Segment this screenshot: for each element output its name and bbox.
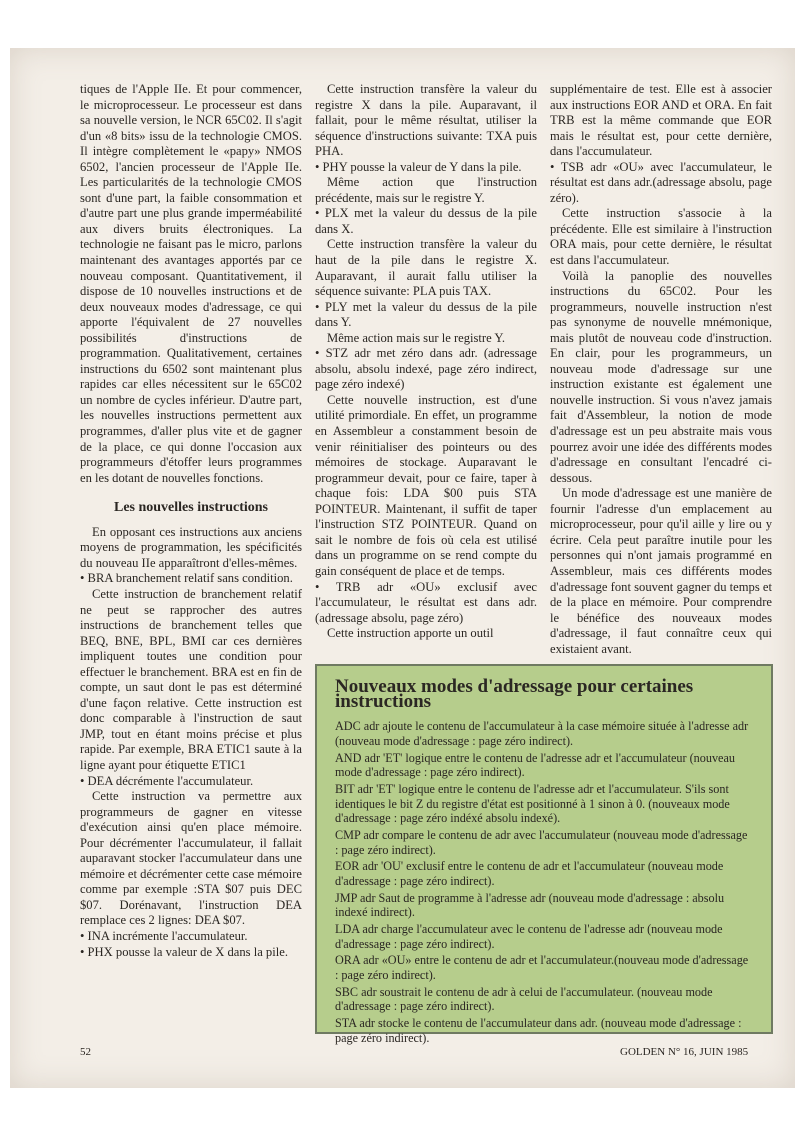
sidebar-entry: EOR adr 'OU' exclusif entre le contenu de adr et l'accumulateur (nouveau mode d'adressage : page zéro indirect). xyxy=(335,859,724,888)
text-column-3 xyxy=(550,82,772,657)
sidebar-entry: JMP adr Saut de programme à l'adresse adr (nouveau mode d'adressage : absolu indexé indirect). xyxy=(335,890,725,920)
text-column-1 xyxy=(80,82,302,960)
paragraph: Cette instruction va permettre aux programmeurs de gagner en vitesse d'exécution ainsi qu'en place mémoire. Pour décrémenter l'accumulateur, il fallait auparavant stocker l'accumulateur dans une mémoire et décrémenter cette case mémoire comme par exemple :STA $07 puis DEC $07. Dorénavant, l'instruction DEA remplace ces 2 lignes: DEA $07. xyxy=(80,789,303,928)
bullet-item: • TSB adr «OU» avec l'accumulateur, le résultat est dans adr.(adressage absolu, page zéro). xyxy=(550,159,772,205)
bullet-item: • INA incrémente l'accumulateur. xyxy=(80,928,248,943)
bullet-item: • PHY pousse la valeur de Y dans la pile. xyxy=(315,159,522,174)
bullet-item: • BRA branchement relatif sans condition. xyxy=(80,571,293,586)
sidebar-entry: LDA adr charge l'accumulateur avec le contenu de l'adresse adr (nouveau mode d'adressage : page zéro indirect). xyxy=(335,922,723,951)
bullet-item: • PHX pousse la valeur de X dans la pile. xyxy=(80,944,288,959)
addressing-modes-sidebar xyxy=(315,664,773,1045)
bullet-item: • STZ adr met zéro dans adr. (adressage absolu, absolu indexé, page zéro indirect, page zéro indexé) xyxy=(315,346,537,392)
text-column-2 xyxy=(315,82,537,642)
paragraph: Même action que l'instruction précédente, mais sur le registre Y. xyxy=(315,175,537,205)
bullet-item: • PLY met la valeur du dessus de la pile dans Y. xyxy=(315,299,537,330)
paragraph: Cette instruction s'associe à la précédente. Elle est similaire à l'instruction ORA mais, pour cette dernière, le résultat est dans l'accumulateur. xyxy=(550,206,772,268)
bullet-item: • PLX met la valeur du dessus de la pile dans X. xyxy=(315,206,537,236)
sidebar-entry: STA adr stocke le contenu de l'accumulateur dans adr. (nouveau mode d'adressage : page zéro indirect). xyxy=(335,1016,742,1045)
paragraph: En opposant ces instructions aux anciens moyens de programmation, les spécificités du nouveau IIe apparaîtront d'elles-mêmes. xyxy=(80,524,302,570)
bullet-item: • DEA décrémente l'accumulateur. xyxy=(80,773,254,788)
paragraph: supplémentaire de test. Elle est à associer aux instructions EOR AND et ORA. En fait TRB est la même commande que EOR mais le résultat est, pour cette dernière, dans l'accumulateur. xyxy=(550,82,772,159)
paragraph: Cette instruction transfère la valeur du haut de la pile dans le registre X. Auparavant, il aurait fallu utiliser la séquence suivante: PLA puis TAX. xyxy=(315,237,537,299)
sidebar-entry: ADC adr ajoute le contenu de l'accumulateur à la case mémoire située à l'adresse adr (nouveau mode d'adressage : page zéro indirect). xyxy=(335,719,749,748)
issue-line: GOLDEN N° 16, JUIN 1985 xyxy=(620,1046,749,1058)
paragraph: Cette instruction transfère la valeur du registre X dans la pile. Auparavant, il fallait, pour le même résultat, utiliser la séquence d'instructions suivante: TXA puis PHA. xyxy=(315,82,537,159)
sidebar-entry: BIT adr 'ET' logique entre le contenu de l'adresse adr et l'accumulateur. S'ils sont identiques le bit Z du registre d'état est positionné à 1 sinon à 0. (nouveaux mode d'adressage : page zéro indéxé absolu indexé). xyxy=(335,781,730,826)
paragraph: tiques de l'Apple IIe. Et pour commencer, le microprocesseur. Le processeur est dans sa nouvelle version, le NCR 65C02. Il s'agit d'un «8 bits» issu de la technologie CMOS. Il intègre complètement le «papy» NMOS 6502, l'ancien processeur de l'Apple IIe. Les particularités de la technologie CMOS sont d'une part, la faible consommation et d'autre part une plus grande imperméabilité aux divers bruits électroniques. La technologie ne faisant pas le micro, parlons maintenant des avantages apportés par ce nouveau composant. Quantitativement, il dispose de 10 nouvelles instructions et de deux nouveaux modes d'adressage, ce qui apporte l'équivalent de 27 nouvelles possibilités d'instructions de programmation. Qualitativement, certaines instructions du 6502 sont maintenant plus rapides car elles nécessitent sur le 65C02 un nombre de cycles inférieur. D'autre part, les nouvelles instructions permettent aux programmes, d'aller plus vite et de gagner de la place, ce qui donne l'occasion aux programmeurs d'étoffer leurs programmes en les dotant de nouvelles fonctions. xyxy=(80,82,302,485)
sidebar-entry: CMP adr compare le contenu de adr avec l'accumulateur (nouveau mode d'adressage : page zéro indirect). xyxy=(335,827,748,857)
sidebar-entry: SBC adr soustrait le contenu de adr à celui de l'accumulateur. (nouveau mode d'adressage : page zéro indirect). xyxy=(335,984,713,1014)
paragraph: Cette nouvelle instruction, est d'une utilité primordiale. En effet, un programme en Assembleur a constamment besoin de venir réinitialiser des pointeurs ou des mémoires de stockage. Auparavant le programmeur devait, pour ce faire, taper à chaque fois: LDA $00 puis STA POINTEUR. Maintenant, il suffit de taper l'instruction STZ POINTEUR. Quand on sait le nombre de fois où cela est utilisé dans un programme on se rend compte du gain conséquent de place et de temps. xyxy=(315,392,537,578)
paragraph: Cette instruction de branchement relatif ne peut se rapprocher des autres instructions de branchement telles que BEQ, BNE, BPL, BMI car ces dernières impliquent toutes une condition pour effectuer le branchement. BRA est en fin de compte, un saut dont le pas est déterminé d'une façon relative. Cette instruction est donc comparable à l'instruction de saut JMP, tout en étant moins précise et plus rapide. Par exemple, BRA ETIC1 saute à la ligne ayant pour étiquette ETIC1 xyxy=(80,586,302,772)
section-heading: Les nouvelles instructions xyxy=(113,500,268,516)
paragraph: Un mode d'adressage est une manière de fournir l'adresse d'un emplacement au microprocesseur, pour qu'il aille y lire ou y écrire. Cela peut paraître inutile pour les personnes qui n'ont jamais programmé en Assembleur, mais ces différents modes d'adressage font souvent gagner du temps et de la place en mémoire. Pour comprendre le bénéfice des nouveaux modes d'adressage, il faut connaître ceux qui existaient avant. xyxy=(550,486,772,656)
page-number: 52 xyxy=(80,1046,91,1058)
paragraph: Même action mais sur le registre Y. xyxy=(327,330,506,345)
sidebar-entry: ORA adr «OU» entre le contenu de adr et l'accumulateur.(nouveau mode d'adressage : page zéro indirect). xyxy=(335,953,749,982)
paragraph: Voilà la panoplie des nouvelles instructions du 65C02. Pour les programmeurs, nouvelle instruction n'est pas synonyme de nouvelle mnémonique, mais plutôt de nouveau code d'instruction. En clair, pour les programmeurs, un nouveau mode d'adressage sur une instruction existante est également une nouvelle instruction. Si vous n'avez jamais fait d'Assembleur, la notion de mode d'adressage est un peu abstraite mais vous pourrez avoir une idée des différents modes d'adressage en consultant l'encadré ci-dessous. xyxy=(550,268,772,485)
sidebar-title: Nouveaux modes d'adressage pour certaines instructions xyxy=(335,676,694,712)
sidebar-entry: AND adr 'ET' logique entre le contenu de l'adresse adr et l'accumulateur (nouveau mode d'adressage : page zéro indirect). xyxy=(335,750,735,780)
bullet-item: • TRB adr «OU» exclusif avec l'accumulateur, le résultat est dans adr.(adressage absolu, page zéro) xyxy=(315,579,537,625)
paragraph: Cette instruction apporte un outil xyxy=(327,626,494,641)
